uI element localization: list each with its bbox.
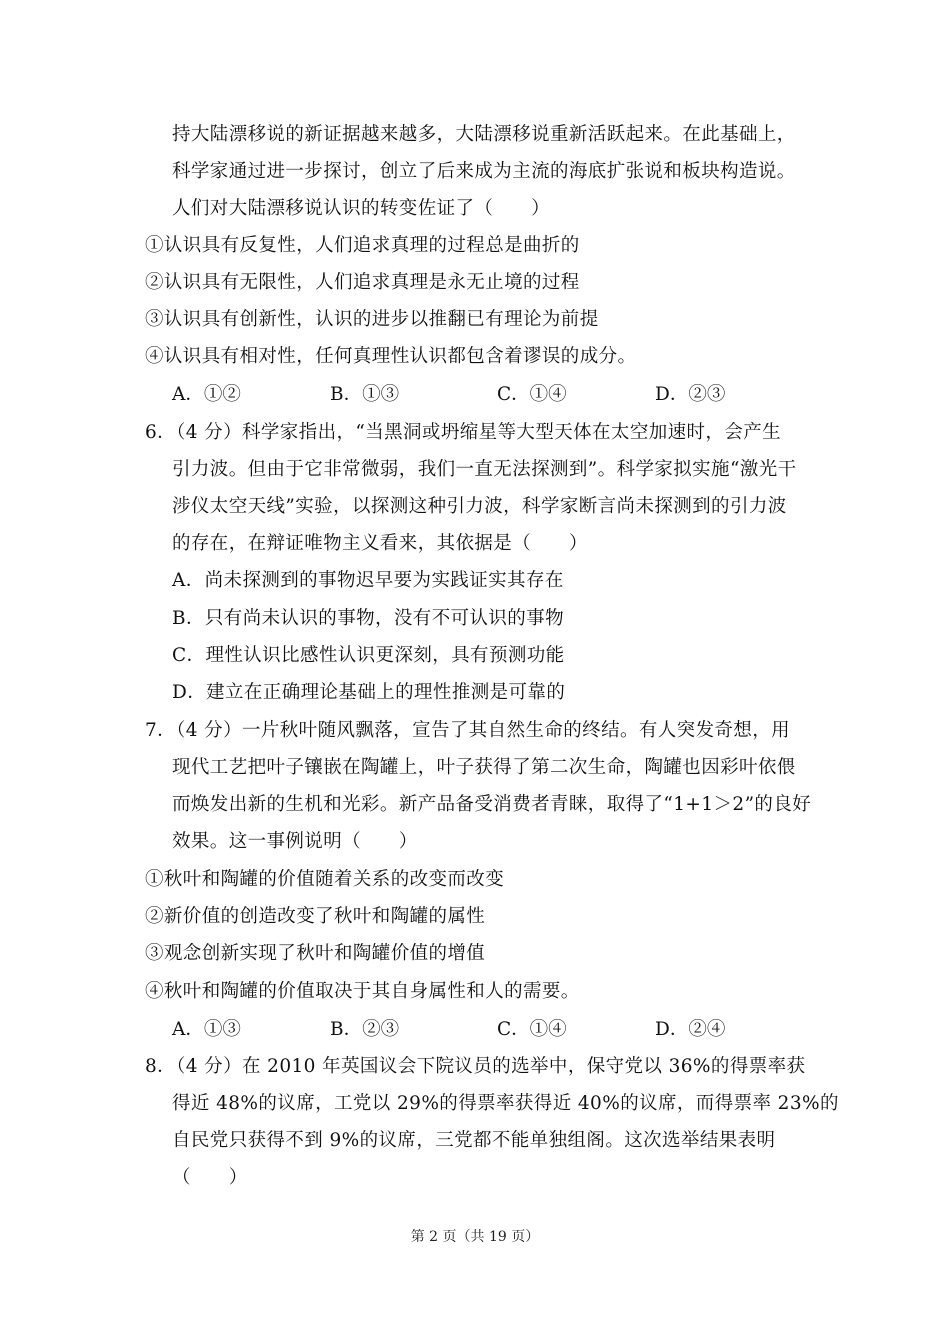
- q7-option-c: C．①④: [497, 1019, 567, 1040]
- q5-statement-4: ④认识具有相对性，任何真理性认识都包含着谬误的成分。: [145, 346, 637, 367]
- q7-stem-line-4: 效果。这一事例说明（ ）: [172, 831, 418, 852]
- q6-stem-line-1: 6．（4 分）科学家指出，“当黑洞或坍缩星等大型天体在太空加速时，会产生: [145, 422, 782, 443]
- q6-stem-line-2: 引力波。但由于它非常微弱，我们一直无法探测到”。科学家拟实施“激光干: [172, 459, 797, 480]
- q7-option-b: B．②③: [330, 1019, 400, 1040]
- q7-option-a: A．①③: [172, 1019, 241, 1040]
- q7-statement-2: ②新价值的创造改变了秋叶和陶罐的属性: [145, 906, 486, 927]
- q5-option-a: A．①②: [172, 384, 241, 405]
- q5-statement-3: ③认识具有创新性，认识的进步以推翻已有理论为前提: [145, 309, 599, 330]
- q7-stem-line-2: 现代工艺把叶子镶嵌在陶罐上，叶子获得了第二次生命，陶罐也因彩叶依偎: [172, 757, 796, 778]
- q5-statement-2: ②认识具有无限性，人们追求真理是永无止境的过程: [145, 272, 580, 293]
- q8-stem-line-2: 得近 48%的议席，工党以 29%的得票率获得近 40%的议席，而得票率 23%的: [172, 1093, 839, 1114]
- q6-stem-line-3: 涉仪太空天线”实验，以探测这种引力波，科学家断言尚未探测到的引力波: [172, 496, 787, 517]
- q6-option-d: D．建立在正确理论基础上的理性推测是可靠的: [172, 682, 566, 703]
- q6-stem-line-4: 的存在，在辩证唯物主义看来，其依据是（ ）: [172, 533, 588, 554]
- q5-stem-line-2: 科学家通过进一步探讨，创立了后来成为主流的海底扩张说和板块构造说。: [172, 161, 796, 182]
- q6-option-b: B．只有尚未认识的事物，没有不可认识的事物: [172, 608, 564, 629]
- q7-statement-4: ④秋叶和陶罐的价值取决于其自身属性和人的需要。: [145, 981, 580, 1002]
- q8-stem-line-1: 8．（4 分）在 2010 年英国议会下院议员的选举中，保守党以 36%的得票率获: [145, 1056, 806, 1077]
- q5-stem-line-3: 人们对大陆漂移说认识的转变佐证了（ ）: [172, 198, 551, 219]
- q7-options: [0, 1018, 950, 1042]
- q5-option-b: B．①③: [330, 384, 400, 405]
- q5-stem-line-1: 持大陆漂移说的新证据越来越多，大陆漂移说重新活跃起来。在此基础上，: [172, 124, 796, 145]
- page-footer: 第 2 页（共 19 页）: [410, 1229, 540, 1245]
- q7-stem-line-1: 7．（4 分）一片秋叶随风飘落，宣告了其自然生命的终结。有人突发奇想，用: [145, 720, 791, 741]
- q5-statement-1: ①认识具有反复性，人们追求真理的过程总是曲折的: [145, 235, 580, 256]
- q5-option-d: D．②③: [655, 384, 726, 405]
- q6-option-a: A．尚未探测到的事物迟早要为实践证实其存在: [172, 570, 564, 591]
- q7-option-d: D．②④: [655, 1019, 726, 1040]
- q7-statement-3: ③观念创新实现了秋叶和陶罐价值的增值: [145, 943, 486, 964]
- q7-stem-line-3: 而焕发出新的生机和光彩。新产品备受消费者青睐，取得了“1+1＞2”的良好: [172, 794, 812, 815]
- q7-statement-1: ①秋叶和陶罐的价值随着关系的改变而改变: [145, 869, 505, 890]
- q6-option-c: C．理性认识比感性认识更深刻，具有预测功能: [172, 645, 565, 666]
- q5-options: [0, 383, 950, 407]
- q8-stem-line-3: 自民党只获得不到 9%的议席，三党都不能单独组阁。这次选举结果表明: [172, 1130, 776, 1151]
- q8-stem-line-4: （ ）: [172, 1167, 248, 1188]
- q5-option-c: C．①④: [497, 384, 567, 405]
